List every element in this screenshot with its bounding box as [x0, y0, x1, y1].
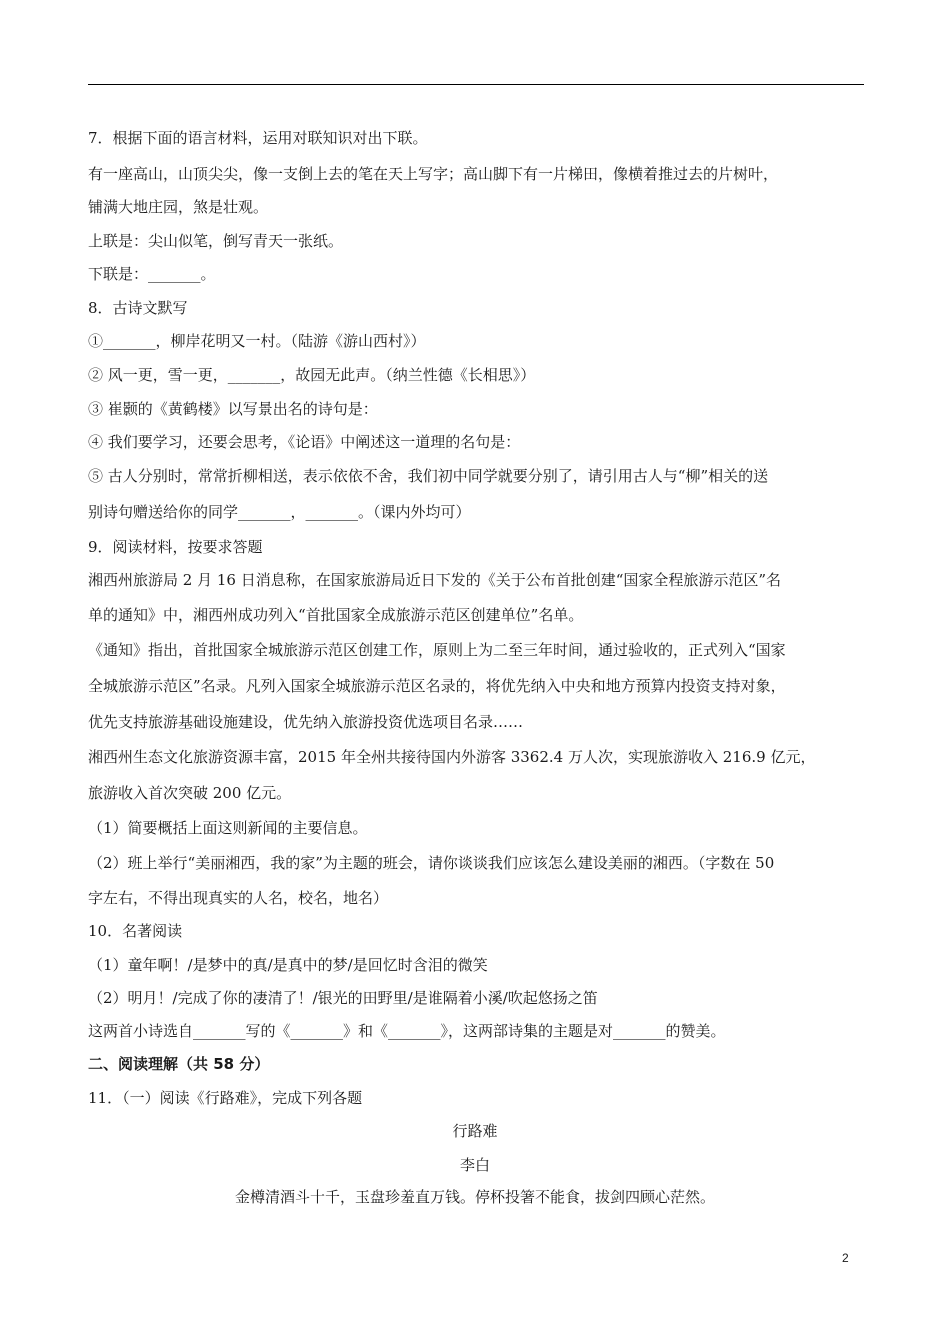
- poem-author: 李白: [459, 1156, 490, 1174]
- q8-item-4: ④ 我们要学习，还要会思考，《论语》中阐述这一道理的名句是：: [88, 433, 521, 451]
- q9-material-line-3: 《通知》指出，首批国家全城旅游示范区创建工作，原则上为二至三年时间，通过验收的，正式列入“国家: [88, 641, 786, 659]
- q8-item-1: ①_______，柳岸花明又一村。（陆游《游山西村》）: [88, 332, 426, 350]
- q11-heading: 11．（一）阅读《行路难》，完成下列各题: [88, 1089, 363, 1107]
- q7-material-line-1: 有一座高山，山顶尖尖，像一支倒上去的笔在天上写字；高山脚下有一片梯田，像横着推过去的片树叶，: [88, 165, 779, 183]
- q9-material-line-7: 旅游收入首次突破 200 亿元。: [88, 784, 292, 802]
- q7-upper-couplet: 上联是：尖山似笔，倒写青天一张纸。: [88, 232, 344, 250]
- q7-material-line-2: 铺满大地庄园，煞是壮观。: [88, 198, 269, 216]
- q10-heading: 10．名著阅读: [88, 922, 183, 940]
- q10-question: 这两首小诗选自_______写的《_______》和《_______》，这两部诗集的主题是对_______的赞美。: [88, 1022, 726, 1040]
- q8-item-2: ② 风一更，雪一更，_______，故园无此声。（纳兰性德《长相思》）: [88, 366, 536, 384]
- q8-item-5-line-2: 别诗句赠送给你的同学_______，_______。（课内外均可）: [88, 503, 471, 521]
- page-number: 2: [842, 1251, 849, 1265]
- q9-heading: 9．阅读材料，按要求答题: [88, 538, 263, 556]
- q9-sub-2-line-2: 字左右，不得出现真实的人名，校名，地名）: [88, 889, 389, 907]
- q9-material-line-6: 湘西州生态文化旅游资源丰富，2015 年全州共接待国内外游客 3362.4 万人次，实现旅游收入 216.9 亿元，: [88, 748, 816, 766]
- q7-prompt: 7．根据下面的语言材料，运用对联知识对出下联。: [88, 129, 428, 147]
- q10-poem-1: （1）童年啊！/是梦中的真/是真中的梦/是回忆时含泪的微笑: [88, 956, 488, 974]
- q9-material-line-2: 单的通知》中，湘西州成功列入“首批国家全成旅游示范区创建单位”名单。: [88, 606, 584, 624]
- q9-material-line-5: 优先支持旅游基础设施建设，优先纳入旅游投资优选项目名录……: [88, 713, 524, 731]
- q8-heading: 8．古诗文默写: [88, 299, 188, 317]
- q10-poem-2: （2）明月！/完成了你的凄清了！/银光的田野里/是谁隔着小溪/吹起悠扬之笛: [88, 989, 598, 1007]
- section-heading: 二、阅读理解（共 58 分）: [88, 1055, 270, 1073]
- q8-item-5-line-1: ⑤ 古人分别时，常常折柳相送，表示依依不舍，我们初中同学就要分别了，请引用古人与“柳”相关的送: [88, 467, 769, 485]
- q9-material-line-4: 全城旅游示范区”名录。凡列入国家全城旅游示范区名录的，将优先纳入中央和地方预算内投资支持对象，: [88, 677, 786, 695]
- q9-sub-1: （1）简要概括上面这则新闻的主要信息。: [88, 819, 368, 837]
- q7-lower-couplet: 下联是：_______。: [88, 265, 216, 283]
- poem-line-1: 金樽清酒斗十千，玉盘珍羞直万钱。停杯投箸不能食，拔剑四顾心茫然。: [234, 1188, 715, 1206]
- poem-title: 行路难: [452, 1122, 498, 1140]
- q9-sub-2-line-1: （2）班上举行“美丽湘西，我的家”为主题的班会，请你谈谈我们应该怎么建设美丽的湘西。（字数在 50: [88, 854, 775, 872]
- header-rule: [88, 84, 864, 85]
- q9-material-line-1: 湘西州旅游局 2 月 16 日消息称，在国家旅游局近日下发的《关于公布首批创建“国家全程旅游示范区”名: [88, 571, 782, 589]
- q8-item-3: ③ 崔颢的《黄鹤楼》以写景出名的诗句是：: [88, 400, 378, 418]
